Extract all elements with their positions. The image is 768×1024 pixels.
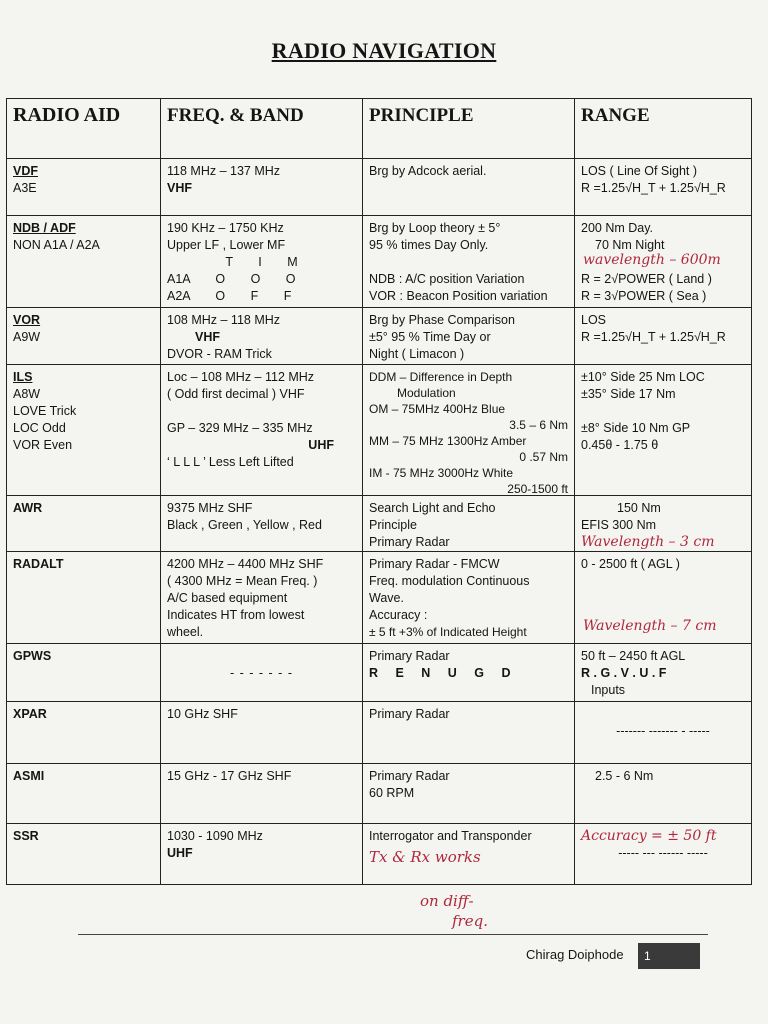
principle-line: Freq. modulation Continuous (369, 574, 530, 588)
freq-band: VHF (167, 181, 192, 195)
tim-header: T I M (225, 255, 298, 269)
range-formula: R =1.25√H_T + 1.25√H_R (581, 330, 726, 344)
freq-band: VHF (195, 330, 220, 344)
range-line: ±35° Side 17 Nm (581, 387, 676, 401)
principle-line: Primary Radar (369, 769, 450, 783)
range-line: R . G . V . U . F (581, 666, 667, 680)
aid-note: LOC Odd (13, 421, 66, 435)
principle-line: Brg by Adcock aerial. (369, 164, 487, 178)
aid-name: GPWS (13, 649, 52, 663)
aid-name: AWR (13, 501, 43, 515)
freq-line: Loc – 108 MHz – 112 MHz (167, 370, 315, 384)
freq-line: Indicates HT from lowest (167, 608, 305, 622)
range-formula: R = 3√POWER ( Sea ) (581, 289, 707, 303)
aid-code: A9W (13, 330, 41, 344)
principle-line: DDM – Difference in Depth (369, 370, 513, 384)
range-line: LOS (581, 313, 607, 327)
principle-line: VOR : Beacon Position variation (369, 289, 548, 303)
principle-line: Wave. (369, 591, 404, 605)
page-number: 1 (638, 943, 700, 969)
freq-line: 1030 - 1090 MHz (167, 829, 263, 843)
handwritten-note-wavelength: Wavelength – 7 cm (583, 618, 717, 634)
freq-cell-xpar (160, 702, 362, 763)
aid-name: VOR (13, 313, 41, 327)
aid-name: VDF (13, 164, 38, 178)
range-cell-asmi (574, 764, 752, 823)
aid-cell-vdf (6, 159, 160, 215)
principle-line: 95 % times Day Only. (369, 238, 489, 252)
table-header-row (6, 98, 752, 158)
table-row-awr (6, 495, 752, 551)
freq-line: ( Odd first decimal ) VHF (167, 387, 305, 401)
range-cell-ssr (574, 824, 752, 884)
aid-name: RADALT (13, 557, 64, 571)
range-line: 150 Nm (617, 501, 661, 515)
principle-cell-ils (362, 365, 574, 495)
principle-line: Accuracy : (369, 608, 428, 622)
principle-cell-xpar (362, 702, 574, 763)
handwritten-note-accuracy: Accuracy = ± 50 ft (581, 828, 717, 844)
principle-cell-vor (362, 308, 574, 364)
aid-cell-vor (6, 308, 160, 364)
author-name: Chirag Doiphode (526, 947, 624, 962)
table-row-vdf (6, 158, 752, 215)
handwritten-note-tx-rx: Tx & Rx works (369, 848, 481, 866)
range-cell-vdf (574, 159, 752, 215)
range-cell-gpws (574, 644, 752, 701)
principle-line: Primary Radar (369, 535, 450, 549)
table-row-gpws (6, 643, 752, 701)
freq-cell-asmi (160, 764, 362, 823)
principle-line: Interrogator and Transponder (369, 829, 532, 843)
principle-line: ± 5 ft +3% of Indicated Height (369, 625, 527, 639)
range-formula: R =1.25√H_T + 1.25√H_R (581, 181, 726, 195)
aid-cell-ssr (6, 824, 160, 884)
header-principle: PRINCIPLE (362, 99, 574, 158)
range-formula: R = 2√POWER ( Land ) (581, 272, 712, 286)
range-cell-awr (574, 496, 752, 551)
freq-line: 9375 MHz SHF (167, 501, 253, 515)
principle-line: Brg by Loop theory ± 5° (369, 221, 501, 235)
principle-line: Brg by Phase Comparison (369, 313, 515, 327)
outer-marker: OM – 75MHz 400Hz Blue (369, 402, 506, 416)
range-cell-xpar (574, 702, 752, 763)
table-row-asmi (6, 763, 752, 823)
freq-cell-ndb (160, 216, 362, 307)
principle-line: Principle (369, 518, 417, 532)
freq-band: UHF (167, 846, 193, 860)
inner-marker: IM - 75 MHz 3000Hz White (369, 466, 514, 480)
page-title: RADIO NAVIGATION (271, 38, 497, 63)
principle-line: 3.5 – 6 Nm (509, 418, 568, 432)
principle-cell-vdf (362, 159, 574, 215)
principle-line: Primary Radar - FMCW (369, 557, 500, 571)
header-radio-aid: RADIO AID (6, 99, 160, 158)
principle-cell-radalt (362, 552, 574, 643)
aid-name: ILS (13, 370, 33, 384)
table-row-ils (6, 364, 752, 495)
freq-line: Black , Green , Yellow , Red (167, 518, 322, 532)
freq-cell-awr (160, 496, 362, 551)
footer-divider (78, 934, 708, 935)
middle-marker: MM – 75 MHz 1300Hz Amber (369, 434, 527, 448)
range-cell-ils (574, 365, 752, 495)
freq-line: wheel. (167, 625, 204, 639)
freq-band: UHF (308, 438, 334, 452)
range-line: EFIS 300 Nm (581, 518, 657, 532)
freq-cell-ssr (160, 824, 362, 884)
aid-note: LOVE Trick (13, 404, 77, 418)
range-line: 0.45θ - 1.75 θ (581, 438, 659, 452)
freq-line: GP – 329 MHz – 335 MHz (167, 421, 313, 435)
aid-code: A8W (13, 387, 41, 401)
freq-line: ( 4300 MHz = Mean Freq. ) (167, 574, 318, 588)
freq-line: ‘ L L L ’ Less Left Lifted (167, 455, 294, 469)
a1a-line: A1A O O O (167, 272, 296, 286)
table-row-ssr (6, 823, 752, 885)
aid-name: ASMI (13, 769, 45, 783)
freq-line: 15 GHz - 17 GHz SHF (167, 769, 292, 783)
aid-cell-ndb (6, 216, 160, 307)
header-range: RANGE (574, 99, 752, 158)
aid-cell-xpar (6, 702, 160, 763)
principle-line: Night ( Limacon ) (369, 347, 465, 361)
freq-line: 4200 MHz – 4400 MHz SHF (167, 557, 324, 571)
range-line: ----- --- ------ ----- (618, 846, 708, 860)
range-line: 200 Nm Day. (581, 221, 654, 235)
principle-cell-awr (362, 496, 574, 551)
handwritten-note-wavelength: Wavelength – 3 cm (581, 534, 715, 550)
table-row-ndb (6, 215, 752, 307)
aid-code: NON A1A / A2A (13, 238, 100, 252)
principle-cell-ssr (362, 824, 574, 884)
principle-line: Primary Radar (369, 649, 450, 663)
handwritten-note-diff: on diff- (420, 892, 474, 910)
handwritten-note-freq: freq. (452, 912, 488, 930)
principle-line: Primary Radar (369, 707, 450, 721)
range-line: 70 Nm Night (595, 238, 665, 252)
freq-cell-ils (160, 365, 362, 495)
freq-cell-radalt (160, 552, 362, 643)
range-line: ------- ------- - ----- (616, 724, 710, 738)
freq-line: - - - - - - - (230, 666, 293, 680)
range-line: ±10° Side 25 Nm LOC (581, 370, 705, 384)
principle-line: Search Light and Echo (369, 501, 496, 515)
principle-line: R E N U G D (369, 666, 511, 680)
a2a-line: A2A O F F (167, 289, 292, 303)
range-line: ±8° Side 10 Nm GP (581, 421, 691, 435)
freq-line: 108 MHz – 118 MHz (167, 313, 281, 327)
freq-cell-gpws (160, 644, 362, 701)
aid-cell-asmi (6, 764, 160, 823)
aid-code: A3E (13, 181, 37, 195)
header-freq-band: FREQ. & BAND (160, 99, 362, 158)
aid-cell-awr (6, 496, 160, 551)
freq-line: 190 KHz – 1750 KHz (167, 221, 284, 235)
range-cell-radalt (574, 552, 752, 643)
radio-navigation-table (6, 98, 752, 885)
table-row-radalt (6, 551, 752, 643)
range-cell-vor (574, 308, 752, 364)
freq-line: Upper LF , Lower MF (167, 238, 286, 252)
range-line: Inputs (591, 683, 626, 697)
aid-note: VOR Even (13, 438, 73, 452)
freq-cell-vdf (160, 159, 362, 215)
handwritten-note-wavelength: wavelength – 600m (583, 252, 721, 268)
range-line: LOS ( Line Of Sight ) (581, 164, 698, 178)
range-cell-ndb (574, 216, 752, 307)
freq-cell-vor (160, 308, 362, 364)
aid-name: SSR (13, 829, 39, 843)
aid-name: NDB / ADF (13, 221, 76, 235)
principle-cell-ndb (362, 216, 574, 307)
principle-line: 250-1500 ft (507, 482, 568, 496)
range-line: 0 - 2500 ft ( AGL ) (581, 557, 680, 571)
aid-cell-radalt (6, 552, 160, 643)
principle-cell-gpws (362, 644, 574, 701)
aid-cell-gpws (6, 644, 160, 701)
freq-line: 10 GHz SHF (167, 707, 238, 721)
range-line: 2.5 - 6 Nm (595, 769, 654, 783)
table-row-vor (6, 307, 752, 364)
principle-cell-asmi (362, 764, 574, 823)
principle-line: 0 .57 Nm (519, 450, 568, 464)
freq-line: DVOR - RAM Trick (167, 347, 272, 361)
principle-line: 60 RPM (369, 786, 415, 800)
table-row-xpar (6, 701, 752, 763)
aid-cell-ils (6, 365, 160, 495)
principle-line: Modulation (397, 386, 456, 400)
aid-name: XPAR (13, 707, 47, 721)
freq-line: 118 MHz – 137 MHz (167, 164, 281, 178)
freq-line: A/C based equipment (167, 591, 288, 605)
principle-line: ±5° 95 % Time Day or (369, 330, 491, 344)
principle-line: NDB : A/C position Variation (369, 272, 525, 286)
range-line: 50 ft – 2450 ft AGL (581, 649, 686, 663)
